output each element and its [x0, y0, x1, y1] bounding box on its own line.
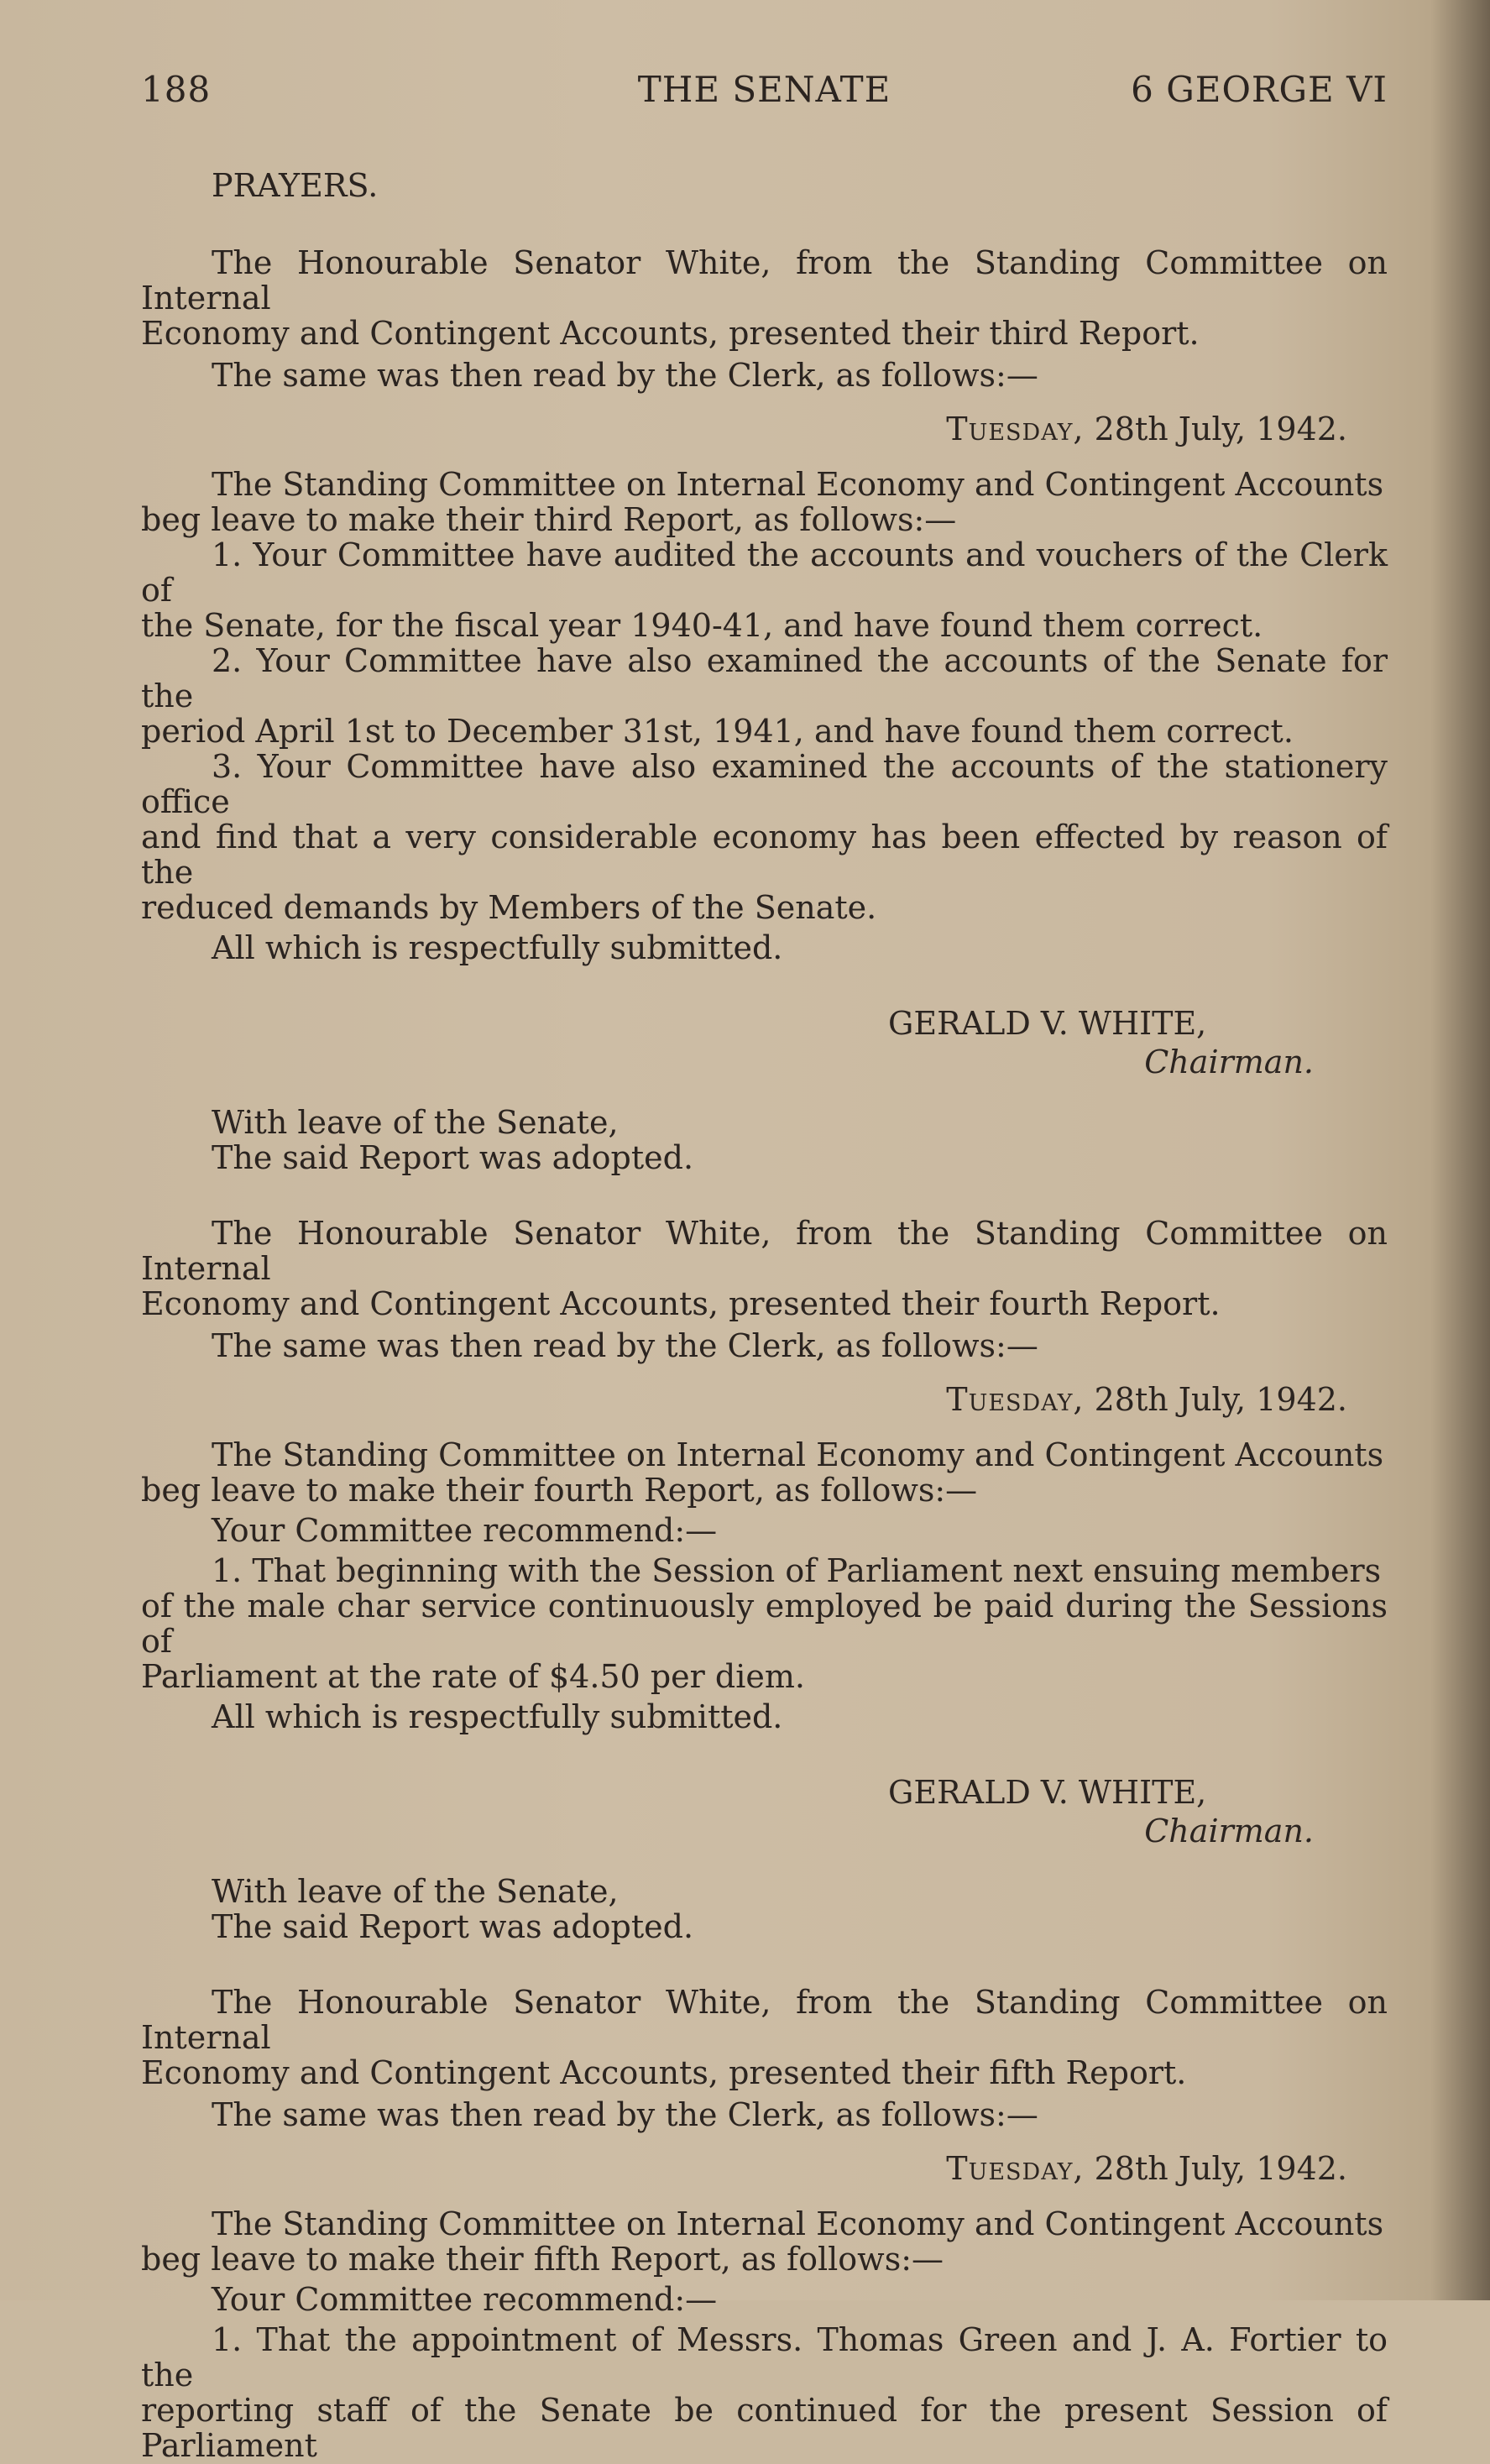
- report5-item1-line1: 1. That the appointment of Messrs. Thomas Green and J. A. Fortier to the: [141, 2321, 1388, 2393]
- report3-beg-line1: The Standing Committee on Internal Economy and Contingent Accounts: [212, 466, 1384, 503]
- report4-beg-line1: The Standing Committee on Internal Economy and Contingent Accounts: [212, 1436, 1384, 1473]
- report3-item3-line2: and find that a very considerable economy has been effected by reason of the: [141, 819, 1388, 891]
- report4-leave: With leave of the Senate,: [212, 1873, 619, 1910]
- report3-item1-line2: the Senate, for the fiscal year 1940-41, and have found them correct.: [141, 607, 1263, 644]
- report4-intro-line2: Economy and Contingent Accounts, presented their fourth Report.: [141, 1285, 1221, 1322]
- report3-item2-line1: 2. Your Committee have also examined the accounts of the Senate for the: [141, 642, 1388, 714]
- page-header: [141, 69, 1388, 119]
- report4-adopted: The said Report was adopted.: [212, 1908, 694, 1945]
- report3-submitted: All which is respectfully submitted.: [212, 929, 783, 966]
- report4-item1-line1: 1. That beginning with the Session of Parliament next ensuing members: [212, 1552, 1382, 1589]
- report5-intro-line1: The Honourable Senator White, from the Standing Committee on Internal: [141, 1984, 1388, 2056]
- prayers-heading: PRAYERS.: [212, 167, 379, 204]
- page-number: 188: [141, 69, 212, 110]
- report3-item3-line3: reduced demands by Members of the Senate.: [141, 889, 877, 926]
- report3-beg-line2: beg leave to make their third Report, as follows:—: [141, 501, 957, 538]
- report4-beg-line2: beg leave to make their fourth Report, as follows:—: [141, 1472, 978, 1509]
- report4-role: Chairman.: [1144, 1813, 1314, 1849]
- report5-date-day: Tuesday,: [946, 2150, 1085, 2187]
- report4-date: [141, 1382, 1388, 1417]
- report3-role: Chairman.: [1144, 1044, 1314, 1080]
- report4-intro-line1: The Honourable Senator White, from the Standing Committee on Internal: [141, 1215, 1388, 1287]
- page-body: [141, 168, 1388, 2463]
- report3-date-rest: 28th July, 1942.: [1084, 411, 1347, 447]
- report3-date: [141, 411, 1388, 447]
- running-title: THE SENATE: [637, 69, 891, 110]
- report3-date-day: Tuesday,: [946, 411, 1085, 447]
- report3-item2-line2: period April 1st to December 31st, 1941, and have found them correct.: [141, 713, 1294, 750]
- report3-adopted: The said Report was adopted.: [212, 1139, 694, 1176]
- regnal-year: 6 GEORGE VI: [1131, 69, 1388, 110]
- report4-date-day: Tuesday,: [946, 1381, 1085, 1418]
- report3-intro-line2: Economy and Contingent Accounts, presented their third Report.: [141, 315, 1200, 352]
- report4-recommend: Your Committee recommend:—: [212, 1512, 718, 1549]
- report3-intro-line1: The Honourable Senator White, from the Standing Committee on Internal: [141, 244, 1388, 317]
- report5-recommend: Your Committee recommend:—: [212, 2281, 718, 2318]
- report5-beg-line2: beg leave to make their fifth Report, as follows:—: [141, 2241, 944, 2278]
- report4-date-rest: 28th July, 1942.: [1084, 1381, 1347, 1418]
- report4-signer: GERALD V. WHITE,: [888, 1774, 1207, 1811]
- report3-read: The same was then read by the Clerk, as follows:—: [212, 357, 1038, 394]
- report3-item1-line1: 1. Your Committee have audited the accounts and vouchers of the Clerk of: [141, 536, 1388, 609]
- report4-read: The same was then read by the Clerk, as follows:—: [212, 1327, 1038, 1364]
- report4-item1-line3: Parliament at the rate of $4.50 per diem.: [141, 1658, 805, 1695]
- report3-leave: With leave of the Senate,: [212, 1104, 619, 1141]
- report4-item1-line2: of the male char service continuously employed be paid during the Sessions of: [141, 1588, 1388, 1660]
- report5-date: [141, 2151, 1388, 2186]
- report5-date-rest: 28th July, 1942.: [1084, 2150, 1347, 2187]
- report5-item1-line2: reporting staff of the Senate be continued for the present Session of Parliament: [141, 2392, 1388, 2464]
- report4-submitted: All which is respectfully submitted.: [212, 1698, 783, 1735]
- report5-beg-line1: The Standing Committee on Internal Economy and Contingent Accounts: [212, 2205, 1384, 2242]
- report3-item3-line1: 3. Your Committee have also examined the accounts of the stationery office: [141, 748, 1388, 820]
- report5-read: The same was then read by the Clerk, as follows:—: [212, 2096, 1038, 2133]
- report5-intro-line2: Economy and Contingent Accounts, presented their fifth Report.: [141, 2054, 1187, 2091]
- report3-signer: GERALD V. WHITE,: [888, 1005, 1207, 1042]
